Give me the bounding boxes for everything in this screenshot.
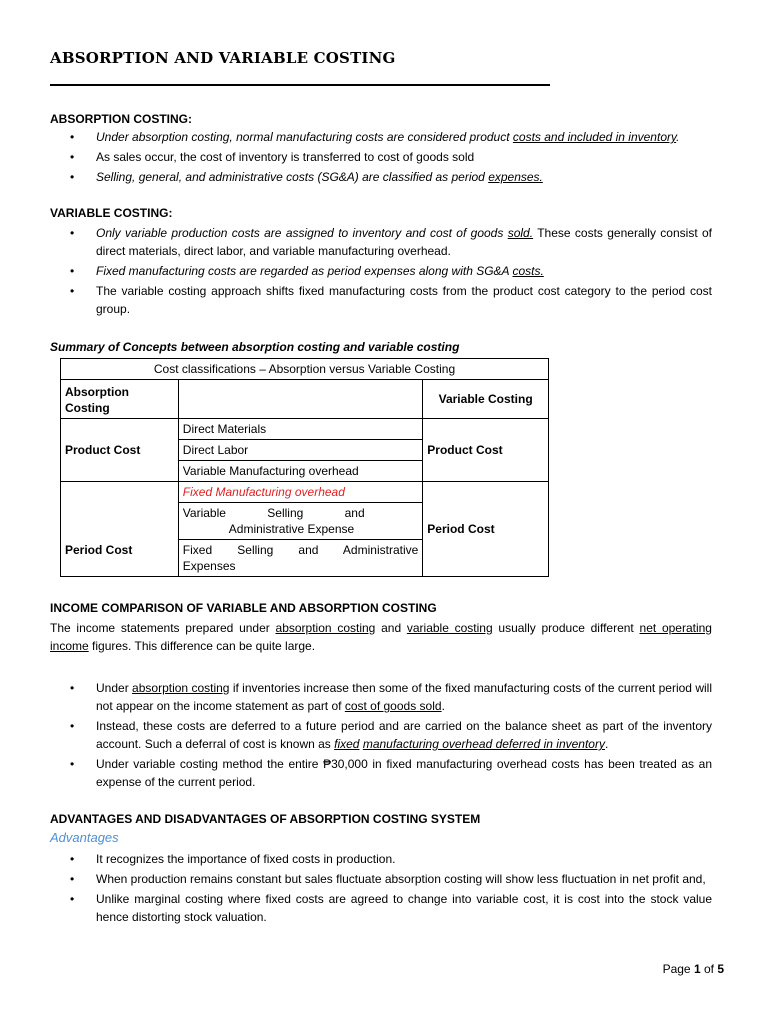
income-comparison-heading: INCOME COMPARISON OF VARIABLE AND ABSORPTION COSTING <box>50 601 437 615</box>
page-total: 5 <box>717 962 724 976</box>
paragraph-text-underlined: net operating income <box>50 621 712 653</box>
table-title: Cost classifications – Absorption versus Variable Costing <box>61 359 549 380</box>
variable-selling-line1: Variable Selling and <box>182 506 365 520</box>
bullet-text: . <box>441 699 445 713</box>
list-item <box>50 168 712 186</box>
bullet-text: Under absorption costing, normal manufacturing costs are considered product <box>96 130 513 144</box>
bullet-icon: • <box>70 852 75 866</box>
absorption-costing-list <box>50 128 712 186</box>
table-row <box>61 482 549 503</box>
bullet-text: . <box>676 130 680 144</box>
bullet-icon: • <box>70 150 75 164</box>
paragraph-text: and <box>375 621 407 635</box>
bullet-text-underlined: costs and included in inventory <box>512 130 677 144</box>
of-word: of <box>700 962 718 976</box>
bullet-text: Instead, these costs are deferred to a future period and are carried on the balance sheet as part of the inventory account. Such a deferral of cost is known as <box>96 719 712 751</box>
bullet-text-underlined: absorption costing <box>132 681 230 695</box>
bullet-text: . <box>604 737 609 751</box>
bullet-text-underlined: fixed <box>334 737 360 751</box>
summary-caption: Summary of Concepts between absorption costing and variable costing <box>50 340 460 354</box>
advantages-heading: ADVANTAGES AND DISADVANTAGES OF ABSORPTION COSTING SYSTEM <box>50 812 481 826</box>
list-item <box>50 890 712 926</box>
bullet-text: Fixed manufacturing costs are regarded as period expenses along with SG&A <box>96 264 513 278</box>
variable-selling-line2: Administrative Expense <box>228 522 355 536</box>
bullet-text-underlined: sold. <box>507 226 534 240</box>
list-item <box>50 282 712 318</box>
variable-costing-list <box>50 224 712 318</box>
page-word: Page <box>662 962 694 976</box>
variable-mfg-overhead-cell: Variable Manufacturing overhead <box>178 461 423 482</box>
paragraph-text: figures. This difference can be quite large. <box>88 639 316 653</box>
income-comparison-list <box>50 679 712 791</box>
list-item <box>50 870 712 888</box>
bullet-text-underlined: costs. <box>512 264 544 278</box>
income-comparison-paragraph <box>50 619 712 655</box>
header-variable-costing: Variable Costing <box>423 380 549 419</box>
product-cost-label-variable: Product Cost <box>423 419 549 482</box>
variable-costing-heading: VARIABLE COSTING: <box>50 206 173 220</box>
list-item <box>50 262 712 280</box>
bullet-text: Under variable costing method the entire ₱30,000 in fixed manufacturing overhead costs has been treated as an expense of the current period. <box>96 757 712 789</box>
product-cost-label-absorption: Product Cost <box>61 419 179 482</box>
bullet-icon: • <box>70 170 75 184</box>
variable-selling-admin-cell <box>178 503 423 540</box>
list-item <box>50 128 712 146</box>
table-row <box>61 419 549 440</box>
bullet-text: Selling, general, and administrative costs (SG&A) are classified as period <box>96 170 489 184</box>
table-row <box>61 380 549 419</box>
table-row <box>61 359 549 380</box>
header-empty-cell <box>178 380 423 419</box>
direct-materials-cell: Direct Materials <box>178 419 423 440</box>
bullet-icon: • <box>70 719 75 733</box>
absorption-costing-heading: ABSORPTION COSTING: <box>50 112 193 126</box>
bullet-icon: • <box>70 872 75 886</box>
bullet-text: These costs generally consist of direct materials, direct labor, and variable manufacturing overhead. <box>96 226 713 258</box>
advantages-subheading: Advantages <box>50 830 119 845</box>
header-absorption-costing: Absorption Costing <box>61 380 179 419</box>
bullet-text: Unlike marginal costing where fixed costs are agreed to change into variable cost, it is cost into the stock value hence distorting stock valuation. <box>96 892 712 924</box>
fixed-mfg-overhead-cell: Fixed Manufacturing overhead <box>178 482 423 503</box>
period-cost-label-absorption: Period Cost <box>61 482 179 577</box>
bullet-icon: • <box>70 757 75 771</box>
list-item <box>50 755 712 791</box>
bullet-text: As sales occur, the cost of inventory is transferred to cost of goods sold <box>96 150 475 164</box>
bullet-text-underlined: expenses. <box>488 170 543 184</box>
list-item <box>50 224 712 260</box>
bullet-icon: • <box>70 681 75 695</box>
page-current: 1 <box>693 962 701 976</box>
direct-labor-cell: Direct Labor <box>178 440 423 461</box>
page-number <box>663 962 724 976</box>
paragraph-text: The income statements prepared under <box>50 621 276 635</box>
paragraph-text-underlined: variable costing <box>406 621 493 635</box>
document-title: ABSORPTION AND VARIABLE COSTING <box>50 49 396 67</box>
bullet-text-underlined: manufacturing overhead deferred in inventory <box>362 737 605 751</box>
bullet-icon: • <box>70 130 75 144</box>
bullet-icon: • <box>70 264 75 278</box>
bullet-icon: • <box>70 226 75 240</box>
advantages-list <box>50 850 712 926</box>
bullet-text: It recognizes the importance of fixed costs in production. <box>96 852 396 866</box>
list-item <box>50 679 712 715</box>
period-cost-label-variable: Period Cost <box>423 482 549 577</box>
bullet-text: if inventories increase then some of the fixed manufacturing costs of the current period will not appear on the income statement as part of <box>96 681 712 713</box>
bullet-icon: • <box>70 892 75 906</box>
paragraph-text-underlined: absorption costing <box>275 621 376 635</box>
list-item <box>50 148 712 166</box>
paragraph-text: usually produce different <box>492 621 640 635</box>
bullet-text: Only variable production costs are assigned to inventory and cost of goods <box>96 226 508 240</box>
fixed-selling-admin-cell: Fixed Selling and Administrative Expenses <box>178 540 423 577</box>
cost-classification-table <box>60 358 549 577</box>
title-underline <box>50 84 550 86</box>
bullet-icon: • <box>70 284 75 298</box>
bullet-text: When production remains constant but sales fluctuate absorption costing will show less fluctuation in net profit and, <box>96 872 706 886</box>
list-item <box>50 717 712 753</box>
bullet-text-underlined: cost of goods sold <box>344 699 442 713</box>
bullet-text: Under <box>96 681 133 695</box>
bullet-text: The variable costing approach shifts fixed manufacturing costs from the product cost category to the period cost group. <box>96 284 712 316</box>
list-item <box>50 850 712 868</box>
